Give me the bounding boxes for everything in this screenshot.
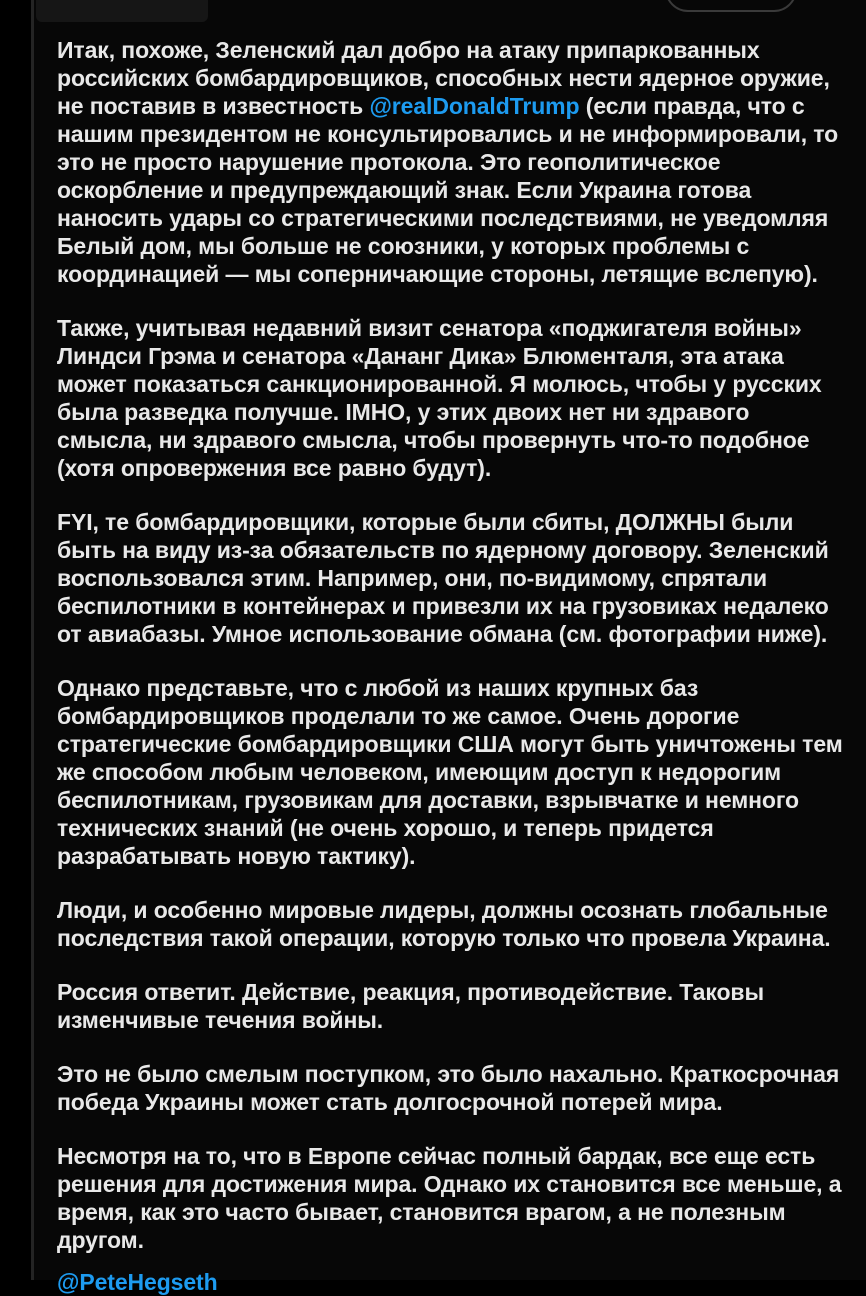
post-content-area: [34, 0, 866, 1295]
paragraph-3: FYI, те бомбардировщики, которые были сбиты, ДОЛЖНЫ были быть на виду из-за обязательств по ядерному договору. Зеленский воспользовался этим. Например, они, по-видимому, спрятали беспилотники в контейнерах и привезли их на грузовиках недалеко от авиабазы. Умное использование обмана (см. фотографии ниже).: [57, 509, 829, 647]
paragraph-8: Несмотря на то, что в Европе сейчас полный бардак, все еще есть решения для достижения мира. Однако их становится все меньше, а время, как это часто бывает, становится врагом, а не полезным другом.: [57, 1143, 842, 1253]
paragraph-1-text-before: Итак, похоже, Зеленский дал добро на атаку припаркованных российских бомбардировщиков, способных нести ядерное оружие, не поставив в известность: [57, 37, 830, 119]
paragraph-2: Также, учитывая недавний визит сенатора «поджигателя войны» Линдси Грэма и сенатора «Дананг Дика» Блюменталя, эта атака может показаться санкционированной. Я молюсь, чтобы у русских была разведка получше. IMHO, у этих двоих нет ни здравого смысла, ни здравого смысла, чтобы провернуть что-то подобное (хотя опровержения все равно будут).: [57, 315, 822, 481]
paragraph-1: [57, 36, 849, 288]
post-text: [57, 36, 849, 1280]
blurred-username-plate: [36, 0, 208, 22]
follow-button-partial[interactable]: [665, 0, 797, 12]
mention-petehegseth-link[interactable]: @PeteHegseth: [57, 1269, 218, 1295]
mention-realdonaldtrump-link[interactable]: @realDonaldTrump: [369, 93, 580, 119]
paragraph-7: Это не было смелым поступком, это было нахально. Краткосрочная победа Украины может стать долгосрочной потерей мира.: [57, 1061, 840, 1115]
paragraph-6: Россия ответит. Действие, реакция, противодействие. Таковы изменчивые течения войны.: [57, 979, 765, 1033]
paragraph-4: Однако представьте, что с любой из наших крупных баз бомбардировщиков проделали то же самое. Очень дорогие стратегические бомбардировщики США могут быть уничтожены тем же способом любым человеком, имеющим доступ к недорогим беспилотникам, грузовикам для доставки, взрывчатке и немного технических знаний (не очень хорошо, и теперь придется разрабатывать новую тактику).: [57, 675, 843, 869]
paragraph-1-text-after: (если правда, что с нашим президентом не консультировались и не информировали, то это не просто нарушение протокола. Это геополитическое оскорбление и предупреждающий знак. Если Украина готова наносить удары со стратегическими последствиями, не уведомляя Белый дом, мы больше не союзники, у которых проблемы с координацией — мы соперничающие стороны, летящие вслепую).: [57, 93, 839, 287]
paragraph-5: Люди, и особенно мировые лидеры, должны осознать глобальные последствия такой операции, которую только что провела Украина.: [57, 897, 831, 951]
left-gutter: [0, 0, 31, 1280]
